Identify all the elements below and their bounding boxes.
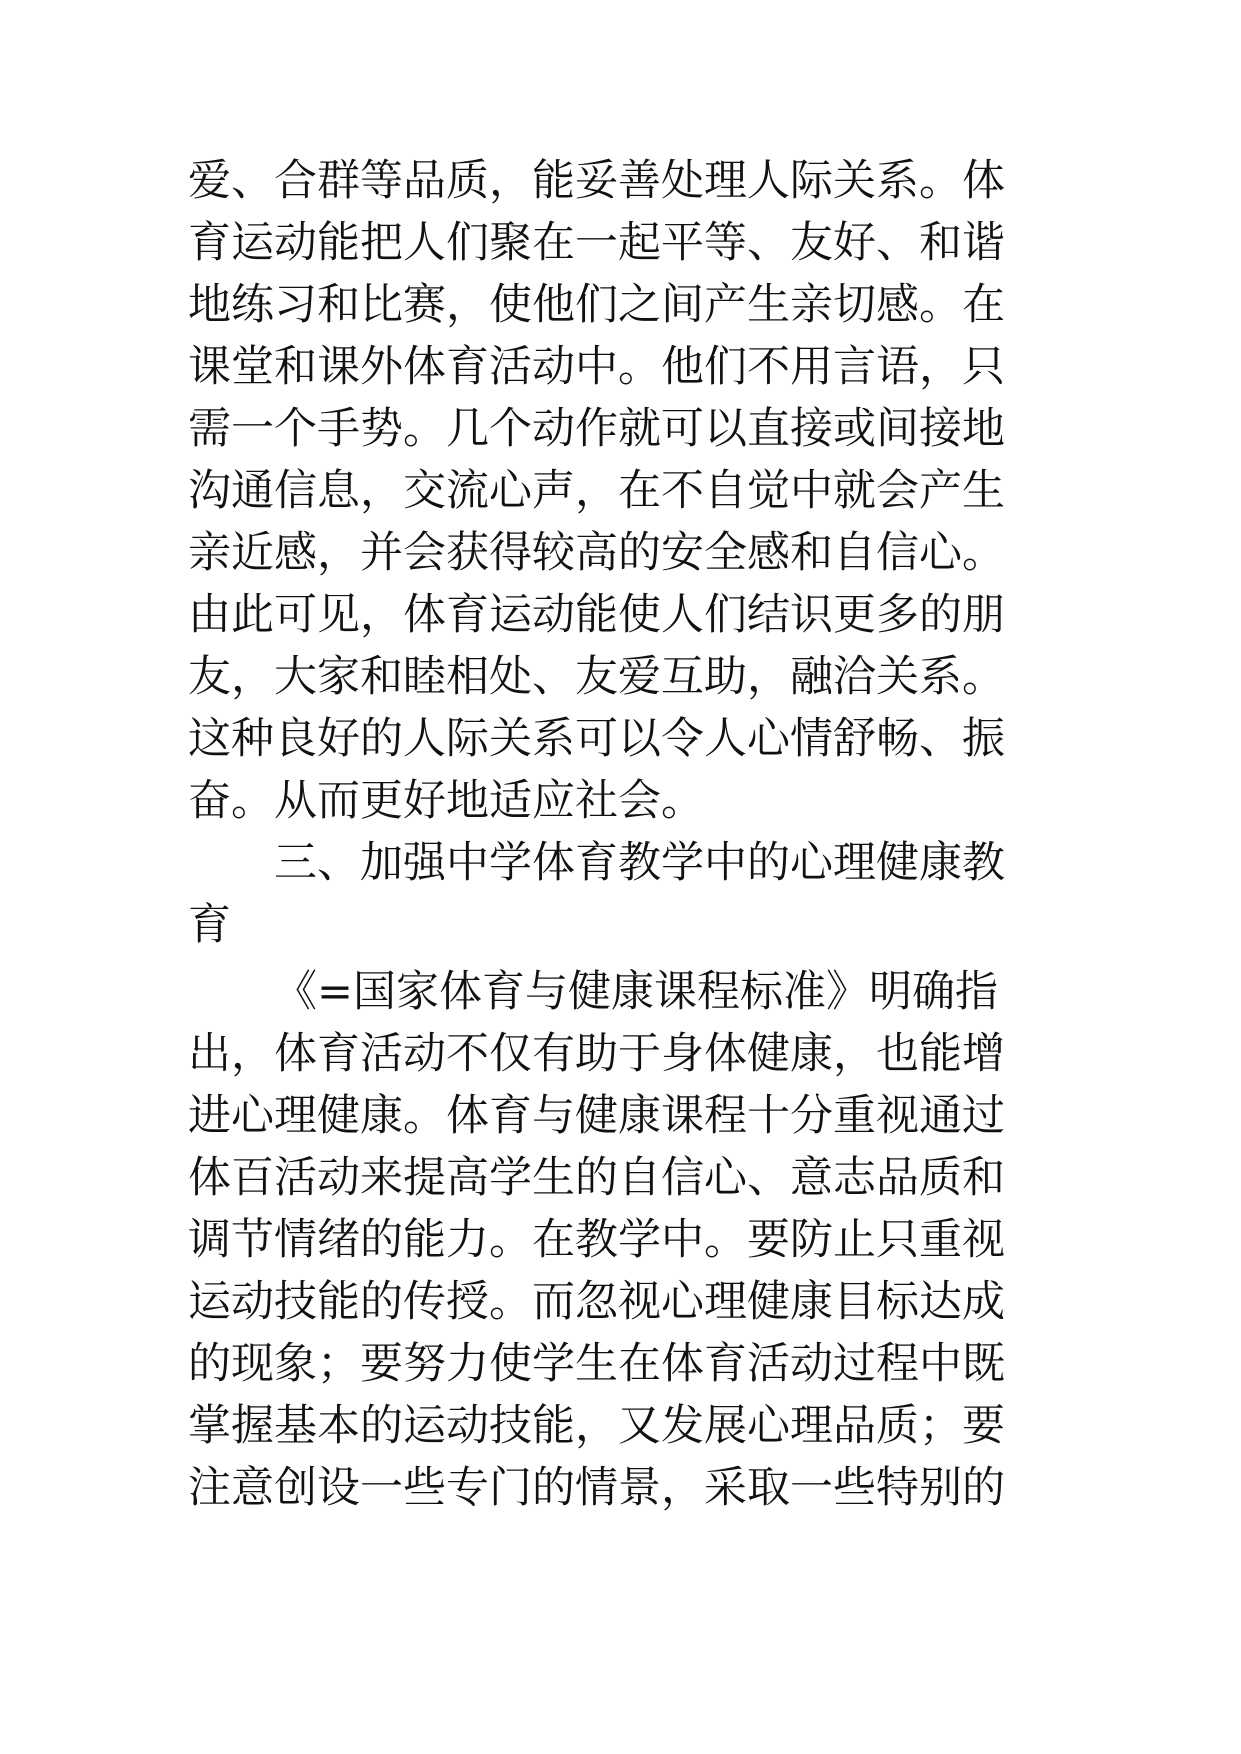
section-heading: 三、加强中学体育教学中的心理健康教 [274, 838, 1005, 888]
text-line: 掌握基本的运动技能，又发展心理品质；要 [188, 1401, 1005, 1451]
text-line: 调节情绪的能力。在教学中。要防止只重视 [188, 1215, 1005, 1265]
text-line: 注意创设一些专门的情景，采取一些特别的 [188, 1463, 1005, 1513]
text-line: 的现象；要努力使学生在体育活动过程中既 [188, 1339, 1005, 1389]
text-line: 课堂和课外体育活动中。他们不用言语，只 [188, 342, 1005, 392]
text-line: 《=国家体育与健康课程标准》明确指 [274, 967, 999, 1017]
text-line: 奋。从而更好地适应社会。 [188, 776, 704, 826]
text-line: 进心理健康。体育与健康课程十分重视通过 [188, 1091, 1005, 1141]
body-text [188, 150, 1068, 1519]
text-line: 需一个手势。几个动作就可以直接或间接地 [188, 404, 1005, 454]
text-line: 沟通信息，交流心声，在不自觉中就会产生 [188, 466, 1005, 516]
text-line: 体百活动来提高学生的自信心、意志品质和 [188, 1153, 1005, 1203]
text-line: 这种良好的人际关系可以令人心情舒畅、振 [188, 714, 1005, 764]
text-line: 友，大家和睦相处、友爱互助，融洽关系。 [188, 652, 1005, 702]
text-line: 运动技能的传授。而忽视心理健康目标达成 [188, 1277, 1005, 1327]
text-line: 由此可见，体育运动能使人们结识更多的朋 [188, 590, 1005, 640]
text-line: 亲近感，并会获得较高的安全感和自信心。 [188, 528, 1005, 578]
section-heading-continuation: 育 [188, 900, 231, 950]
text-line: 爱、合群等品质，能妥善处理人际关系。体 [188, 156, 1005, 206]
text-line: 育运动能把人们聚在一起平等、友好、和谐 [188, 218, 1005, 268]
text-line: 地练习和比赛，使他们之间产生亲切感。在 [188, 280, 1005, 330]
text-line: 出，体育活动不仅有助于身体健康，也能增 [188, 1029, 1005, 1079]
